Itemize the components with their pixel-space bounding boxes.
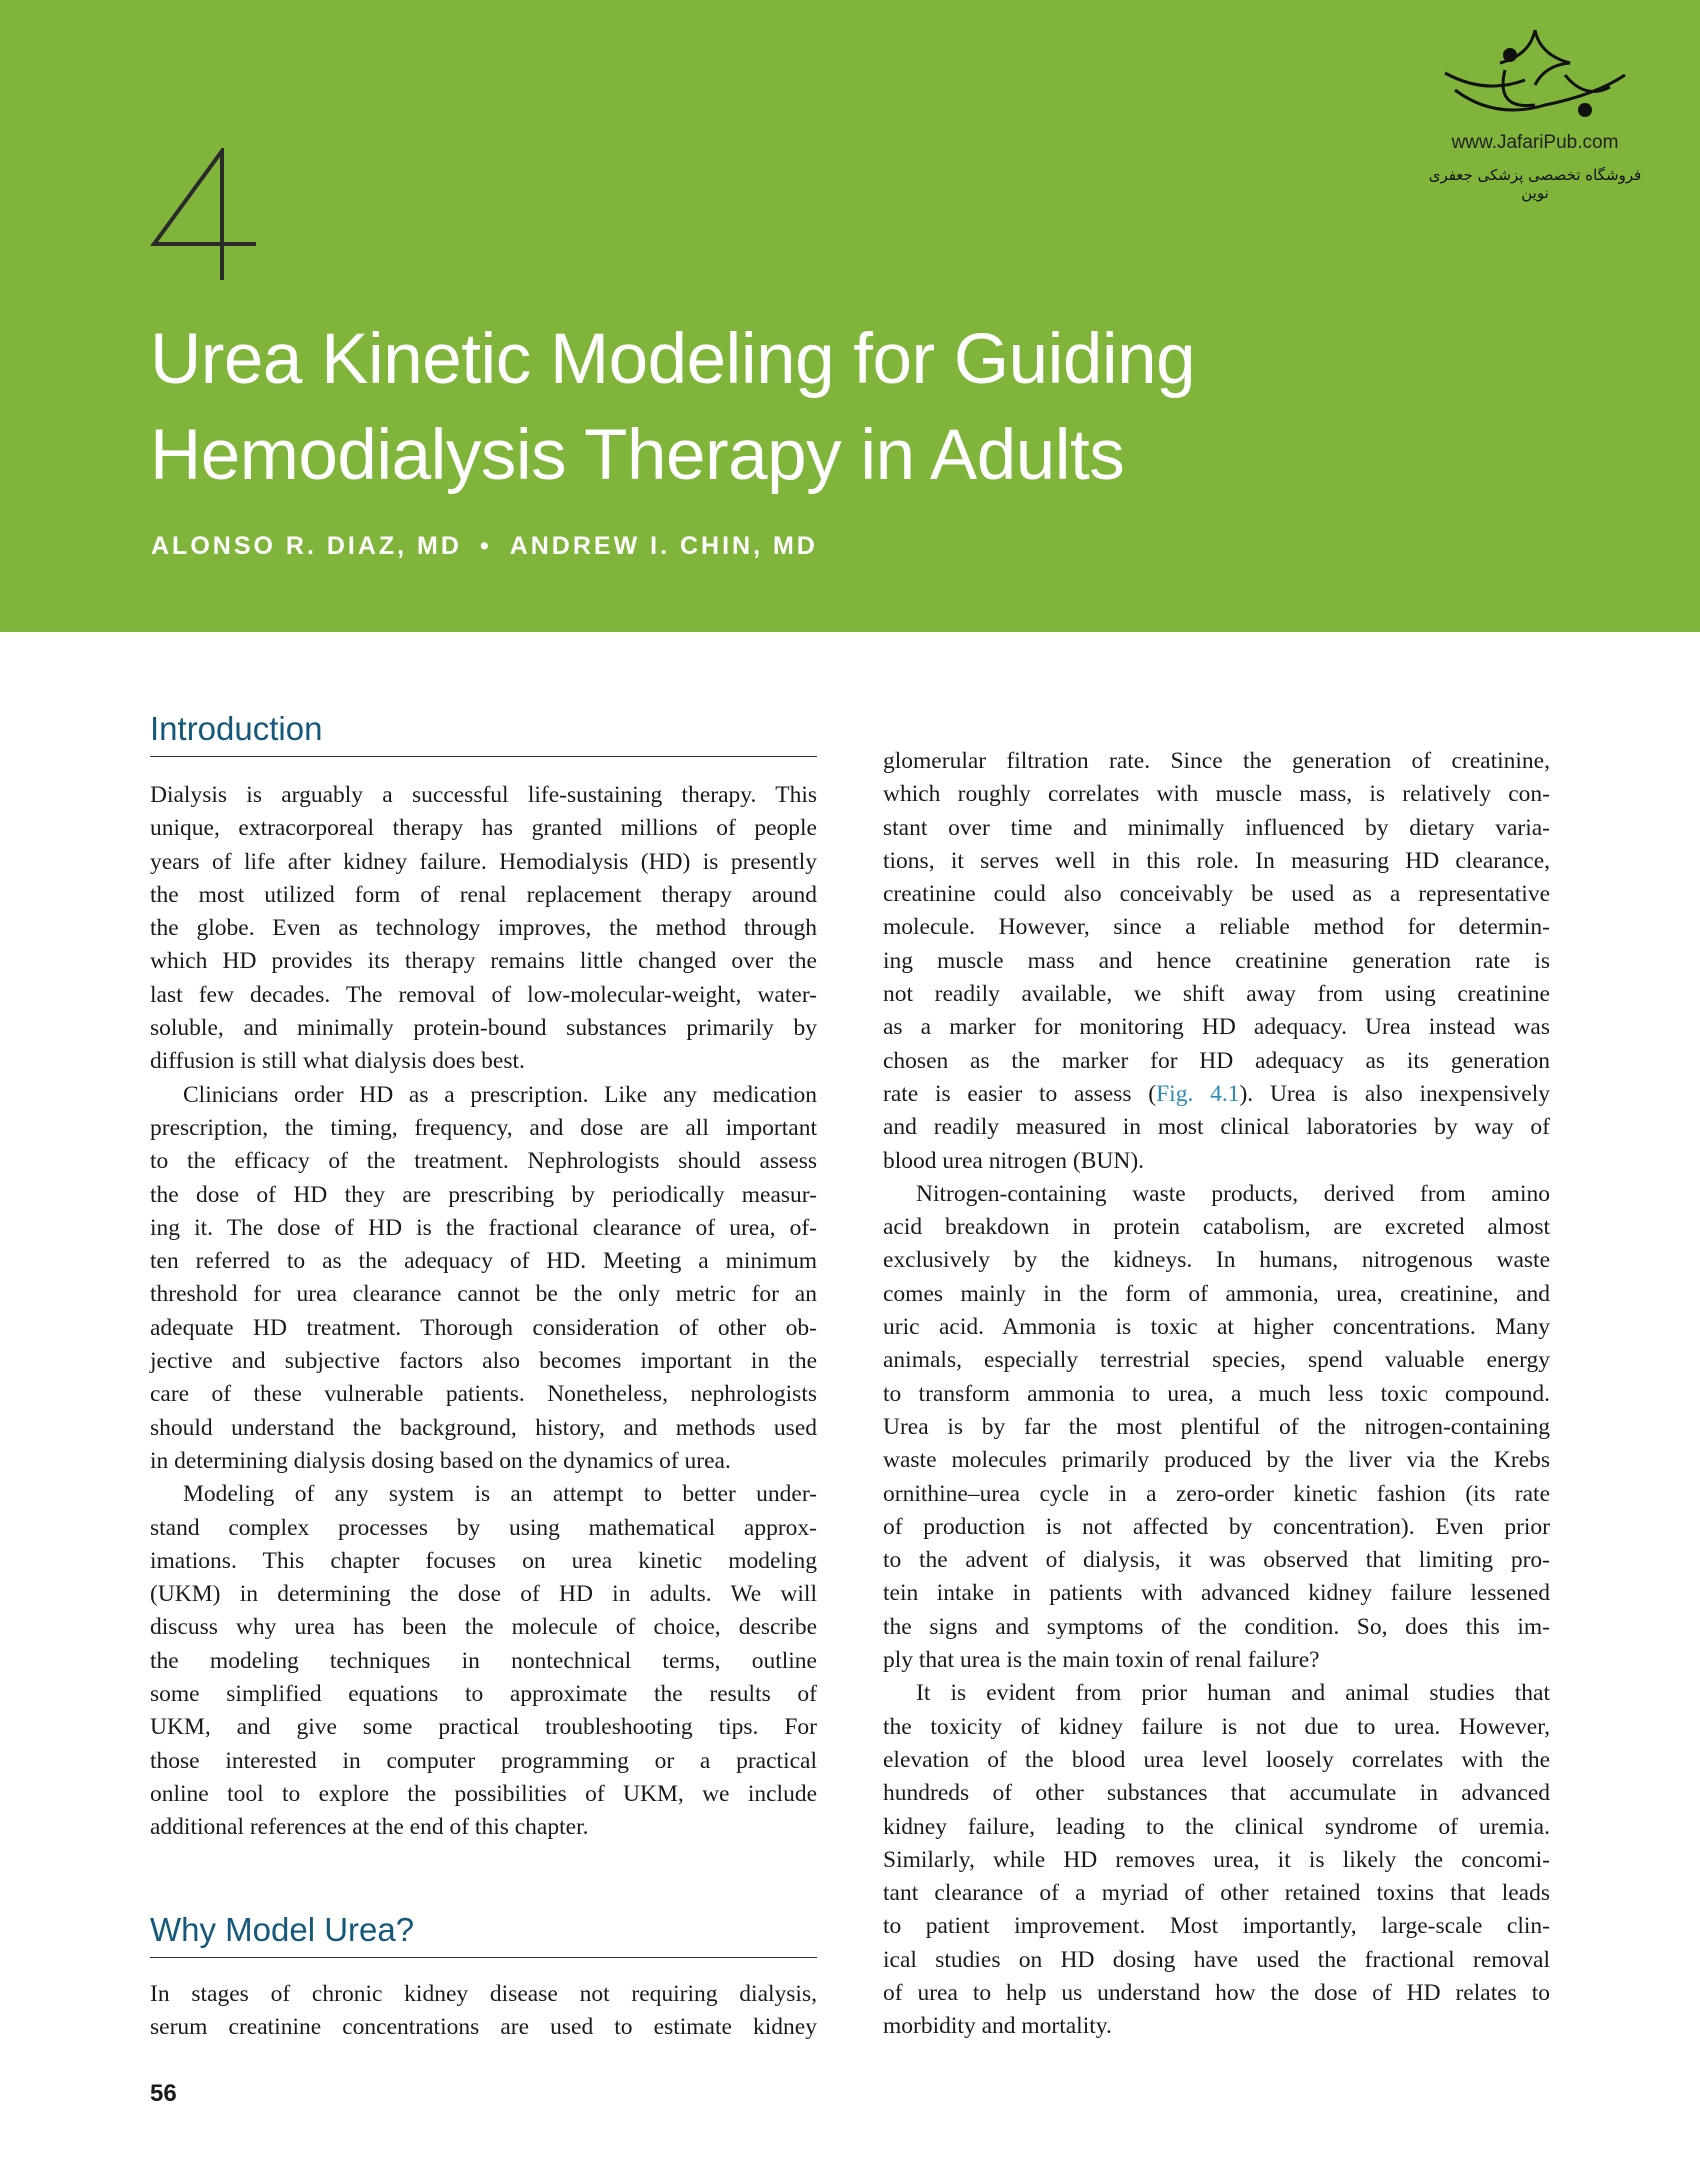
author-name: ANDREW I. CHIN, MD	[509, 532, 818, 560]
text-line: elevation of the blood urea level loosely correlates with the	[883, 1746, 1550, 1773]
text-line: ornithine–urea cycle in a zero-order kinetic fashion (its rate	[883, 1480, 1550, 1507]
text-line: kidney failure, leading to the clinical syndrome of uremia.	[883, 1813, 1550, 1840]
text-line: jective and subjective factors also becomes important in the	[150, 1348, 817, 1375]
text-line: UKM, and give some practical troubleshooting tips. For	[150, 1714, 817, 1741]
watermark-tagline: فروشگاه تخصصی پزشکی جعفری نوین	[1428, 166, 1642, 202]
text-line: chosen as the marker for HD adequacy as its generation	[883, 1047, 1550, 1074]
text-line: the signs and symptoms of the condition. So, does this im-	[883, 1613, 1550, 1640]
publisher-watermark	[1420, 25, 1650, 202]
text-line: molecule. However, since a reliable method for determin-	[883, 914, 1550, 941]
text-line: tant clearance of a myriad of other retained toxins that leads	[883, 1880, 1550, 1907]
text-line: should understand the background, history, and methods used	[150, 1414, 817, 1441]
text-line: online tool to explore the possibilities of UKM, we include	[150, 1780, 817, 1807]
text-line: last few decades. The removal of low-molecular-weight, water-	[150, 981, 817, 1008]
chapter-title-line: Hemodialysis Therapy in Adults	[150, 416, 1125, 495]
paragraph	[150, 1978, 817, 2045]
paragraph	[883, 1677, 1550, 2043]
text-segment: ). Urea is also inexpensively	[1239, 1080, 1550, 1107]
text-line: stant over time and minimally influenced by dietary varia-	[883, 814, 1550, 841]
text-line: diffusion is still what dialysis does best.	[150, 1048, 525, 1075]
text-line: exclusively by the kidneys. In humans, nitrogenous waste	[883, 1247, 1550, 1274]
text-line: blood urea nitrogen (BUN).	[883, 1147, 1145, 1174]
text-line: ing muscle mass and hence creatinine generation rate is	[883, 947, 1550, 974]
text-line: care of these vulnerable patients. Nonetheless, nephrologists	[150, 1381, 817, 1408]
text-line: to patient improvement. Most importantly, large-scale clin-	[883, 1913, 1550, 1940]
text-line: which HD provides its therapy remains little changed over the	[150, 948, 817, 975]
author-separator: •	[479, 532, 492, 560]
text-line: uric acid. Ammonia is toxic at higher concentrations. Many	[883, 1314, 1550, 1341]
text-line: (UKM) in determining the dose of HD in adults. We will	[150, 1581, 817, 1608]
text-line: creatinine could also conceivably be used as a representative	[883, 881, 1550, 908]
paragraph	[883, 1178, 1550, 1677]
figure-reference-link[interactable]: Fig. 4.1	[1156, 1080, 1240, 1107]
left-column-why-model-urea	[150, 1978, 817, 2045]
text-line: discuss why urea has been the molecule of choice, describe	[150, 1614, 817, 1641]
section-heading-introduction: Introduction	[150, 710, 817, 757]
text-line: adequate HD treatment. Thorough consideration of other ob-	[150, 1314, 817, 1341]
paragraph	[883, 745, 1550, 1178]
section-heading-why-model-urea: Why Model Urea?	[150, 1911, 817, 1958]
text-line: In stages of chronic kidney disease not requiring dialysis,	[150, 1981, 817, 2007]
paragraph	[150, 779, 817, 1079]
text-line: as a marker for monitoring HD adequacy. Urea instead was	[883, 1014, 1550, 1041]
text-line: It is evident from prior human and animal studies that	[916, 1680, 1550, 1707]
text-line: acid breakdown in protein catabolism, are excreted almost	[883, 1214, 1550, 1241]
text-line: some simplified equations to approximate the results of	[150, 1681, 817, 1708]
chapter-title	[150, 312, 1195, 504]
text-line: the dose of HD they are prescribing by periodically measur-	[150, 1181, 817, 1208]
author-name: ALONSO R. DIAZ, MD	[151, 532, 462, 560]
text-line: tein intake in patients with advanced kidney failure lessened	[883, 1580, 1550, 1607]
text-line: not readily available, we shift away from using creatinine	[883, 981, 1550, 1008]
left-column-introduction	[150, 779, 817, 1845]
text-line: to the advent of dialysis, it was observed that limiting pro-	[883, 1547, 1550, 1574]
text-line: glomerular filtration rate. Since the generation of creatinine,	[883, 748, 1550, 774]
text-line: and readily measured in most clinical laboratories by way of	[883, 1114, 1550, 1141]
text-line: comes mainly in the form of ammonia, urea, creatinine, and	[883, 1280, 1550, 1307]
text-line: imations. This chapter focuses on urea kinetic modeling	[150, 1547, 817, 1574]
paragraph	[150, 1079, 817, 1479]
text-line: the modeling techniques in nontechnical terms, outline	[150, 1647, 817, 1674]
text-line: soluble, and minimally protein-bound substances primarily by	[150, 1015, 817, 1042]
paragraph	[150, 1478, 817, 1844]
text-line: ply that urea is the main toxin of renal failure?	[883, 1647, 1320, 1674]
text-line: years of life after kidney failure. Hemodialysis (HD) is presently	[150, 848, 817, 875]
text-line: ical studies on HD dosing have used the fractional removal	[883, 1946, 1550, 1973]
text-line: Similarly, while HD removes urea, it is likely the concomi-	[883, 1846, 1550, 1873]
text-line: threshold for urea clearance cannot be the only metric for an	[150, 1281, 817, 1308]
text-line: of production is not affected by concentration). Even prior	[883, 1513, 1550, 1540]
text-line: hundreds of other substances that accumulate in advanced	[883, 1780, 1550, 1807]
text-line: tions, it serves well in this role. In measuring HD clearance,	[883, 847, 1550, 874]
text-line: additional references at the end of this chapter.	[150, 1814, 589, 1841]
text-line: Urea is by far the most plentiful of the nitrogen-containing	[883, 1413, 1550, 1440]
text-line: waste molecules primarily produced by the liver via the Krebs	[883, 1447, 1550, 1474]
chapter-title-line: Urea Kinetic Modeling for Guiding	[150, 320, 1196, 399]
text-line: Nitrogen-containing waste products, derived from amino	[916, 1180, 1550, 1207]
text-line: of urea to help us understand how the dose of HD relates to	[883, 1979, 1550, 2006]
text-line: Modeling of any system is an attempt to better under-	[183, 1481, 817, 1508]
text-line: serum creatinine concentrations are used to estimate kidney	[150, 2014, 817, 2041]
text-line: which roughly correlates with muscle mass, is relatively con-	[883, 781, 1550, 808]
chapter-banner	[0, 0, 1700, 632]
text-line: prescription, the timing, frequency, and dose are all important	[150, 1114, 817, 1141]
text-line: those interested in computer programming or a practical	[150, 1747, 817, 1774]
page-number: 56	[150, 2080, 177, 2107]
text-line: stand complex processes by using mathematical approx-	[150, 1514, 817, 1541]
chapter-number	[150, 148, 260, 283]
text-segment: rate is easier to assess (	[883, 1080, 1157, 1107]
text-line: to the efficacy of the treatment. Nephrologists should assess	[150, 1148, 817, 1175]
text-line: Clinicians order HD as a prescription. Like any medication	[183, 1081, 817, 1108]
text-line: ing it. The dose of HD is the fractional clearance of urea, of-	[150, 1214, 817, 1241]
text-line: unique, extracorporeal therapy has granted millions of people	[150, 815, 817, 842]
text-line: animals, especially terrestrial species, spend valuable energy	[883, 1347, 1550, 1374]
authors	[151, 532, 818, 561]
text-line	[883, 1078, 1550, 1111]
text-line: in determining dialysis dosing based on the dynamics of urea.	[150, 1447, 731, 1474]
watermark-url: www.JafariPub.com	[1451, 132, 1619, 153]
text-line: to transform ammonia to urea, a much less toxic compound.	[883, 1380, 1550, 1407]
text-line: the most utilized form of renal replacement therapy around	[150, 881, 817, 908]
text-line: Dialysis is arguably a successful life-sustaining therapy. This	[150, 782, 817, 808]
calligraphy-logo-icon	[1435, 25, 1635, 125]
text-line: morbidity and mortality.	[883, 2013, 1112, 2040]
right-column	[883, 745, 1550, 2044]
text-line: ten referred to as the adequacy of HD. Meeting a minimum	[150, 1248, 817, 1275]
text-line: the globe. Even as technology improves, the method through	[150, 915, 817, 942]
text-line: the toxicity of kidney failure is not due to urea. However,	[883, 1713, 1550, 1740]
